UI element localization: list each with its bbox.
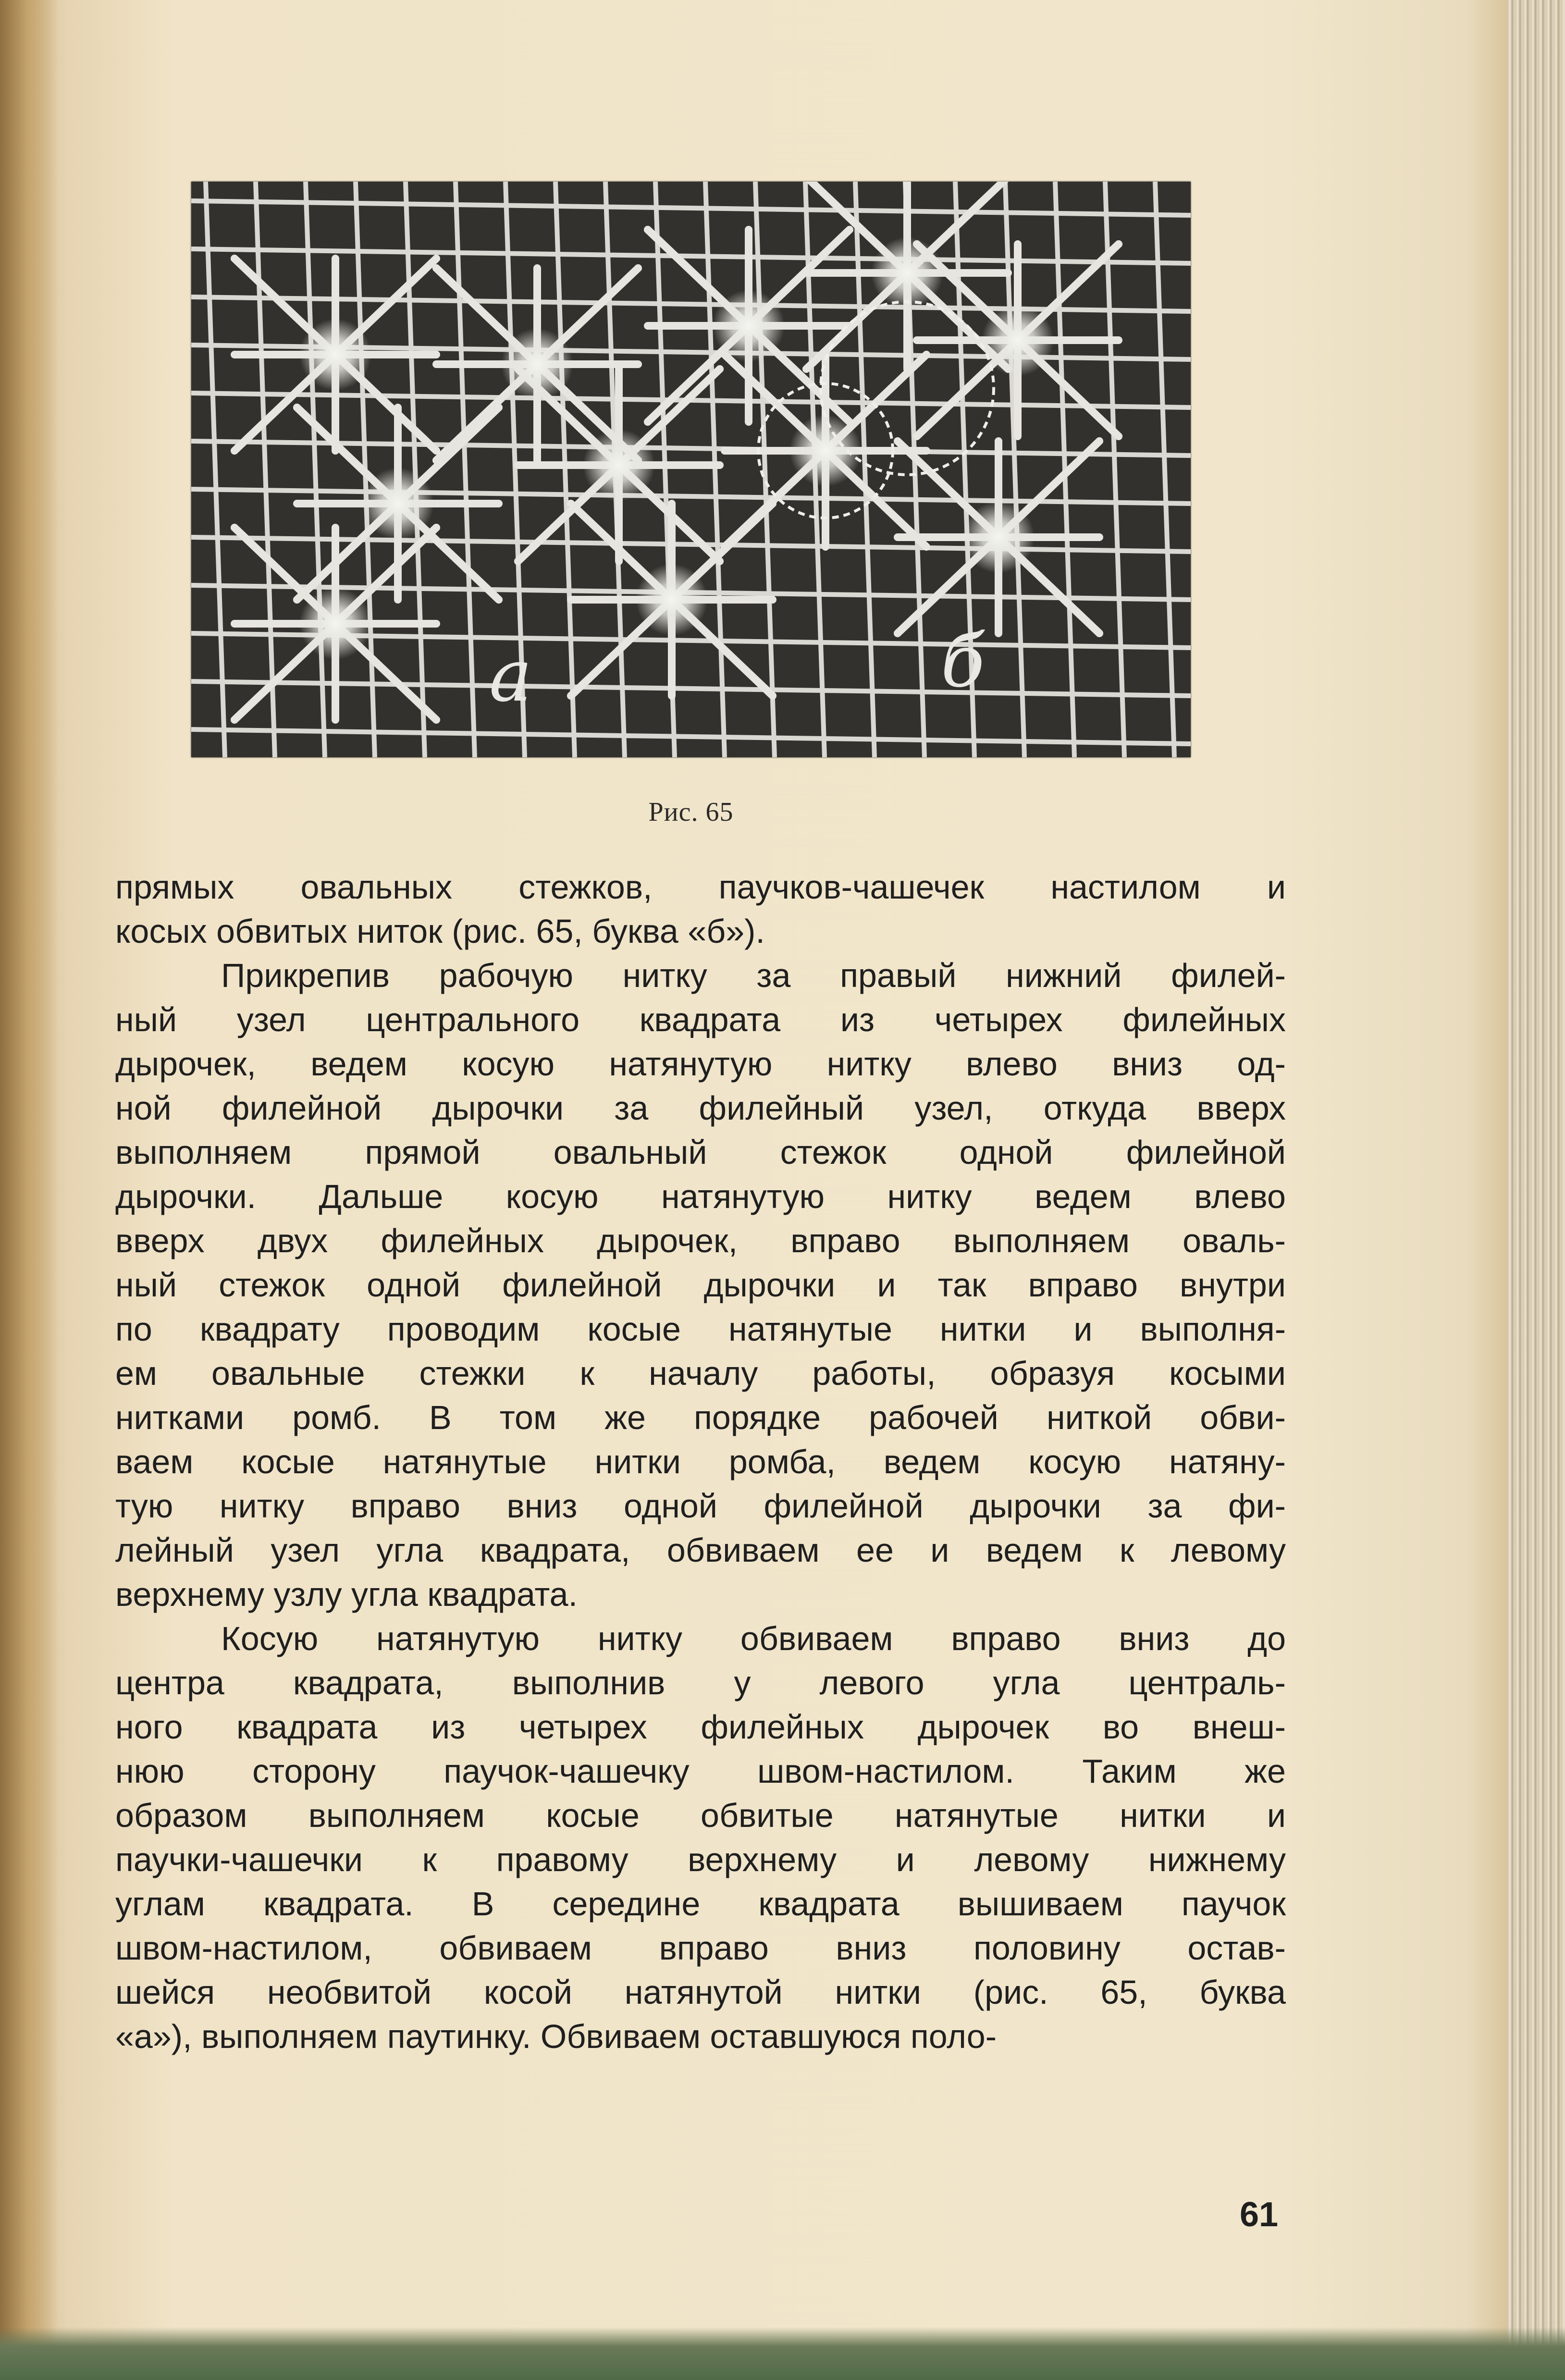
- text-line: швом-настилом, обвиваем вправо вниз половину остав-: [115, 1929, 1286, 1967]
- text-line: Косую натянутую нитку обвиваем вправо вниз до: [221, 1620, 1286, 1657]
- text-line: Прикрепив рабочую нитку за правый нижний филей-: [221, 957, 1286, 994]
- text-line: косых обвитых ниток (рис. 65, буква «б»).: [115, 913, 765, 950]
- text-line: углам квадрата. В середине квадрата вышиваем паучок: [115, 1885, 1286, 1923]
- text-line: паучки-чашечки к правому верхнему и левому нижнему: [115, 1841, 1286, 1878]
- text-line: нюю сторону паучок-чашечку швом-настилом. Таким же: [115, 1752, 1286, 1790]
- text-line: прямых овальных стежков, паучков-чашечек настилом и: [115, 868, 1286, 906]
- text-line: ный стежок одной филейной дырочки и так вправо внутри: [115, 1266, 1286, 1304]
- text-line: ный узел центрального квадрата из четырех филейных: [115, 1001, 1286, 1038]
- text-line: центра квадрата, выполнив у левого угла централь-: [115, 1664, 1286, 1702]
- text-line: ем овальные стежки к началу работы, образуя косыми: [115, 1355, 1286, 1392]
- body-text: [115, 865, 1286, 2059]
- text-line: дырочек, ведем косую натянутую нитку влево вниз од-: [115, 1045, 1286, 1083]
- text-line: ного квадрата из четырех филейных дырочек во внеш-: [115, 1708, 1286, 1746]
- text-line: вверх двух филейных дырочек, вправо выполняем оваль-: [115, 1222, 1286, 1259]
- figure-caption: Рис. 65: [648, 797, 734, 827]
- text-line: тую нитку вправо вниз одной филейной дырочки за фи-: [115, 1487, 1286, 1525]
- text-line: по квадрату проводим косые натянутые нитки и выполня-: [115, 1310, 1286, 1348]
- text-line: ной филейной дырочки за филейный узел, откуда вверх: [115, 1089, 1286, 1127]
- page-number: 61: [1240, 2195, 1279, 2234]
- text-line: лейный узел угла квадрата, обвиваем ее и ведем к левому: [115, 1531, 1286, 1569]
- figure-label-a: а: [489, 634, 532, 718]
- book-cover-edge: [0, 2327, 1565, 2380]
- text-line: «а»), выполняем паутинку. Обвиваем оставшуюся поло-: [115, 2018, 997, 2055]
- text-line: ваем косые натянутые нитки ромба, ведем косую натяну-: [115, 1443, 1286, 1480]
- text-line: образом выполняем косые обвитые натянутые нитки и: [115, 1797, 1286, 1834]
- text-line: нитками ромб. В том же порядке рабочей ниткой обви-: [115, 1399, 1286, 1436]
- text-line: выполняем прямой овальный стежок одной филейной: [115, 1134, 1286, 1171]
- text-line: дырочки. Дальше косую натянутую нитку ведем влево: [115, 1178, 1286, 1215]
- text-line: верхнему узлу угла квадрата.: [115, 1576, 578, 1613]
- figure-65-embroidery-photo: [191, 182, 1191, 757]
- page-gutter-shadow: [0, 0, 58, 2380]
- page-edge-stack: [1507, 0, 1565, 2380]
- text-line: шейся необвитой косой натянутой нитки (рис. 65, буква: [115, 1973, 1286, 2011]
- figure-label-b: б: [941, 620, 985, 703]
